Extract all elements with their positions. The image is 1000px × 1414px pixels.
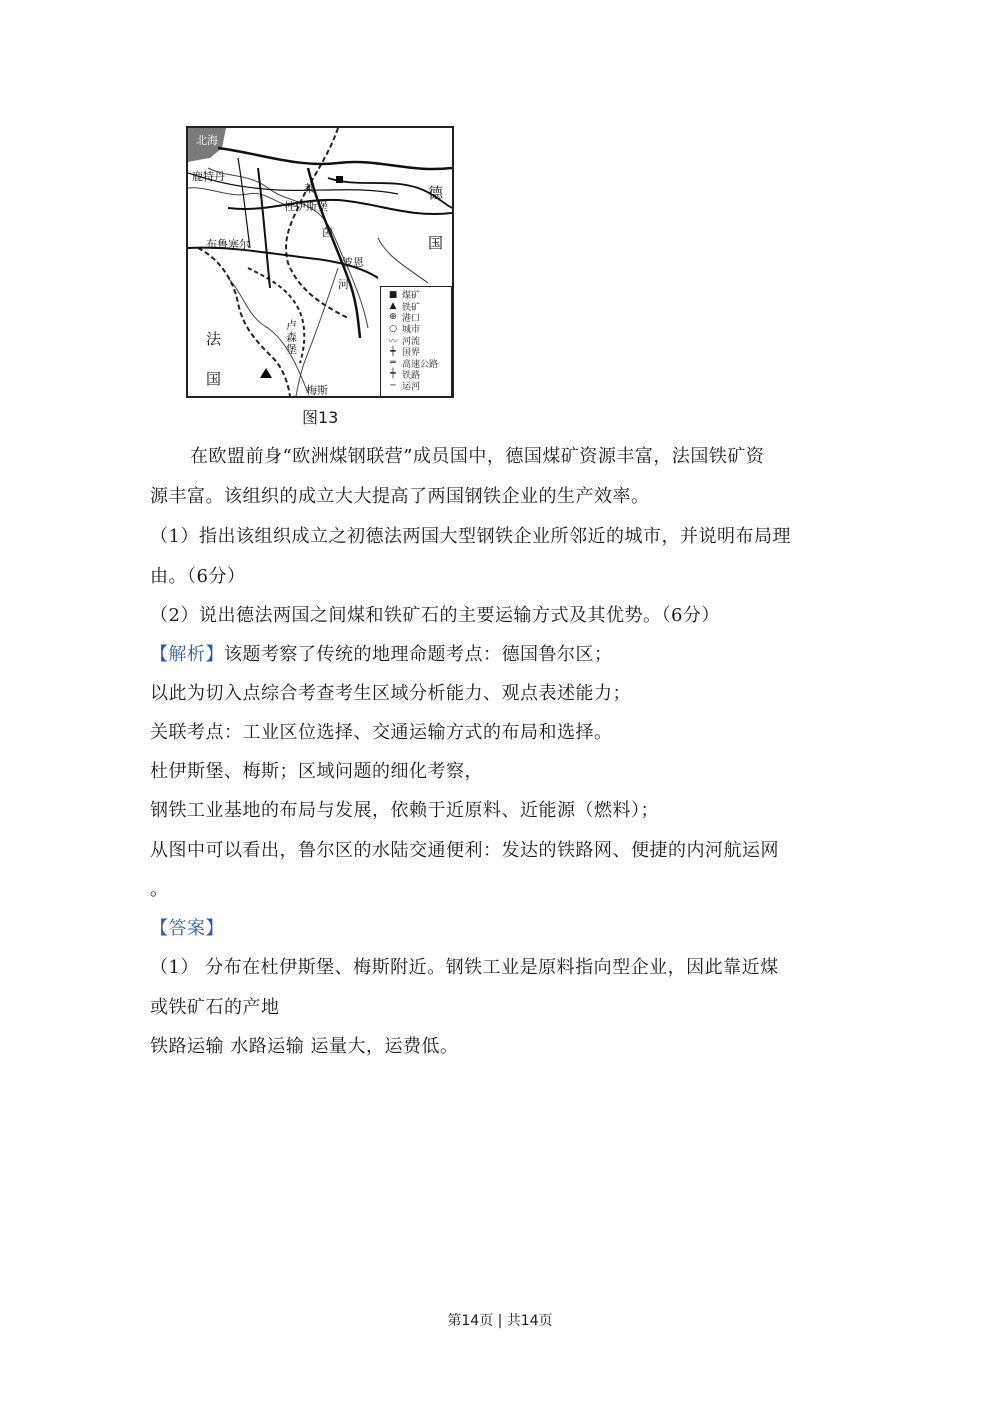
legend-row xyxy=(384,380,448,391)
analysis-line-4: 杜伊斯堡、梅斯；区域问题的细化考察， xyxy=(150,761,483,782)
port-icon: ⊕ xyxy=(389,312,397,323)
answer-line-1: （1） 分布在杜伊斯堡、梅斯附近。钢铁工业是原料指向型企业，因此靠近煤 xyxy=(150,957,779,978)
legend-label: 高速公路 xyxy=(402,359,439,370)
legend-label: 国界 xyxy=(402,348,421,359)
legend-label: 铁矿 xyxy=(402,302,421,313)
germany-label-1: 德 xyxy=(428,184,444,202)
river-icon: 〰 xyxy=(388,336,398,347)
intro-line-1: 在欧盟前身“欧洲煤钢联营”成员国中，德国煤矿资源丰富，法国铁矿资 xyxy=(190,446,765,467)
yin-label: 茵 xyxy=(322,226,333,239)
map-legend xyxy=(380,286,452,398)
legend-label: 河流 xyxy=(402,336,421,347)
question-2: （2）说出德法两国之间煤和铁矿石的主要运输方式及其优势。（6分） xyxy=(150,605,720,626)
analysis-tag: 【解析】 xyxy=(150,644,224,665)
analysis-text: 该题考察了传统的地理命题考点：德国鲁尔区； xyxy=(224,644,613,665)
map-figure xyxy=(186,126,454,398)
north-sea-label: 北海 xyxy=(196,134,218,147)
answer-tag: 【答案】 xyxy=(150,918,224,939)
answer-line-2: 或铁矿石的产地 xyxy=(150,997,280,1018)
city-icon: ○ xyxy=(389,323,397,334)
answer-line-3: 铁路运输 水路运输 运量大，运费低。 xyxy=(150,1036,459,1057)
duisburg-label: 杜伊斯堡 xyxy=(284,200,328,213)
railway-icon: ┿ xyxy=(390,369,396,380)
river-label: 河 xyxy=(338,278,349,291)
question-1-line-2: 由。（6分） xyxy=(150,566,246,587)
legend-label: 铁路 xyxy=(402,370,421,381)
france-label-1: 法 xyxy=(206,330,222,348)
figure-caption: 图13 xyxy=(302,408,339,427)
metz-label: 梅斯 xyxy=(306,384,328,397)
antwerp-label: 布鲁塞尔 xyxy=(206,238,250,251)
analysis-line-6: 从图中可以看出，鲁尔区的水陆交通便利：发达的铁路网、便捷的内河航运网 xyxy=(150,840,779,861)
coal-mine-icon: ■ xyxy=(388,289,398,300)
highway-icon: ═ xyxy=(390,358,396,369)
page-footer: 第14页 | 共14页 xyxy=(447,1313,553,1329)
bonn-label: 波恩 xyxy=(342,256,364,269)
analysis-line-7: 。 xyxy=(150,879,169,900)
analysis-line-5: 钢铁工业基地的布局与发展，依赖于近原料、近能源（燃料）； xyxy=(150,800,659,821)
analysis-line-3: 关联考点：工业区位选择、交通运输方式的布局和选择。 xyxy=(150,722,613,743)
rotterdam-label: 鹿特丹 xyxy=(192,170,225,183)
legend-label: 城市 xyxy=(402,325,421,336)
france-label-2: 国 xyxy=(206,370,222,388)
legend-label: 煤矿 xyxy=(402,291,421,302)
ruhr-label: 莱 xyxy=(304,182,315,195)
germany-label-2: 国 xyxy=(428,234,444,252)
luxembourg-label: 卢森堡 xyxy=(286,319,297,356)
iron-mine-icon: ▲ xyxy=(389,301,397,312)
intro-line-2: 源丰富。该组织的成立大大提高了两国钢铁企业的生产效率。 xyxy=(150,486,650,507)
legend-label: 运河 xyxy=(402,382,421,393)
analysis-line-1 xyxy=(150,640,613,666)
canal-icon: ─ xyxy=(390,380,396,391)
legend-label: 港口 xyxy=(402,313,421,324)
border-icon: ┿ xyxy=(390,346,396,357)
question-1-line-1: （1）指出该组织成立之初德法两国大型钢铁企业所邻近的城市，并说明布局理 xyxy=(150,526,791,547)
analysis-line-2: 以此为切入点综合考查考生区域分析能力、观点表述能力； xyxy=(150,683,631,704)
